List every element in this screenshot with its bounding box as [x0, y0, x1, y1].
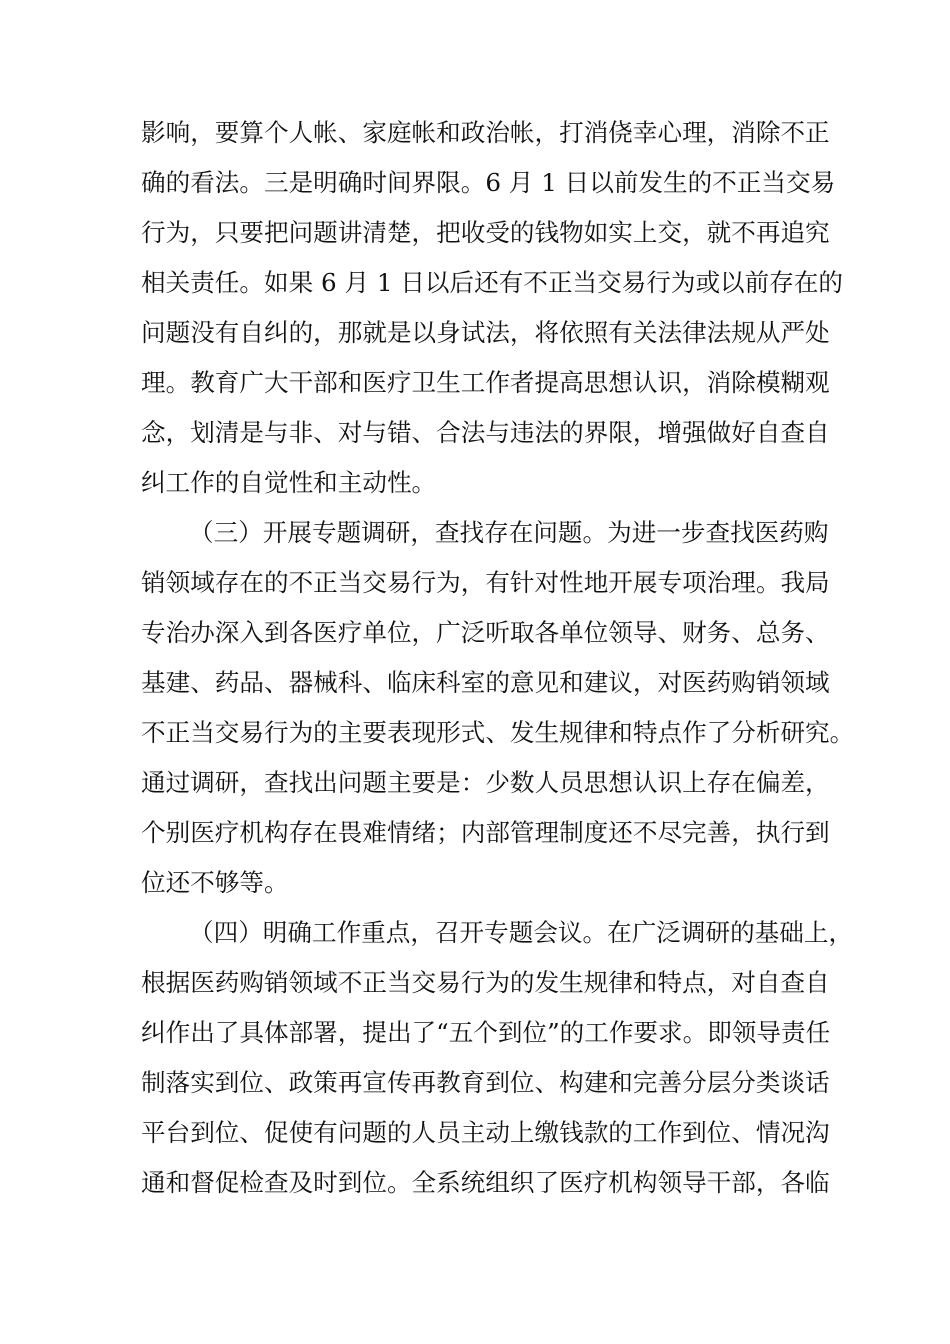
text-line: 确的看法。三是明确时间界限。6 月 1 日以前发生的不正当交易	[141, 168, 836, 197]
text-line: 平台到位、促使有问题的人员主动上缴钱款的工作到位、情况沟	[141, 1118, 830, 1147]
text-line: 根据医药购销领域不正当交易行为的发生规律和特点，对自查自	[141, 968, 830, 997]
text-line: 念，划清是与非、对与错、合法与违法的界限，增强做好自查自	[141, 418, 830, 447]
text-line: 个别医疗机构存在畏难情绪；内部管理制度还不尽完善，执行到	[141, 818, 830, 847]
text-line: 行为，只要把问题讲清楚，把收受的钱物如实上交，就不再追究	[141, 218, 830, 247]
text-line: 专治办深入到各医疗单位，广泛听取各单位领导、财务、总务、	[141, 618, 830, 647]
text-line: 相关责任。如果 6 月 1 日以后还有不正当交易行为或以前存在的	[141, 268, 844, 297]
text-line: 基建、药品、器械科、临床科室的意见和建议，对医药购销领域	[141, 668, 830, 697]
paragraph-start-line: （三）开展专题调研，查找存在问题。为进一步查找医药购	[189, 518, 829, 547]
text-line: 影响，要算个人帐、家庭帐和政治帐，打消侥幸心理，消除不正	[141, 118, 830, 147]
text-line: 位还不够等。	[141, 868, 289, 897]
text-line: 理。教育广大干部和医疗卫生工作者提高思想认识，消除模糊观	[141, 368, 830, 397]
text-line: 通过调研，查找出问题主要是：少数人员思想认识上存在偏差，	[141, 768, 830, 797]
text-line: 制落实到位、政策再宣传再教育到位、构建和完善分层分类谈话	[141, 1068, 830, 1097]
text-line: 纠工作的自觉性和主动性。	[141, 468, 437, 497]
text-line: 销领域存在的不正当交易行为，有针对性地开展专项治理。我局	[141, 568, 830, 597]
text-line: 通和督促检查及时到位。全系统组织了医疗机构领导干部，各临	[141, 1168, 830, 1197]
paragraph-start-line: （四）明确工作重点，召开专题会议。在广泛调研的基础上，	[189, 918, 854, 947]
text-line: 不正当交易行为的主要表现形式、发生规律和特点作了分析研究。	[141, 718, 855, 747]
text-line: 问题没有自纠的，那就是以身试法，将依照有关法律法规从严处	[141, 318, 830, 347]
text-line: 纠作出了具体部署，提出了“五个到位”的工作要求。即领导责任	[141, 1018, 831, 1047]
